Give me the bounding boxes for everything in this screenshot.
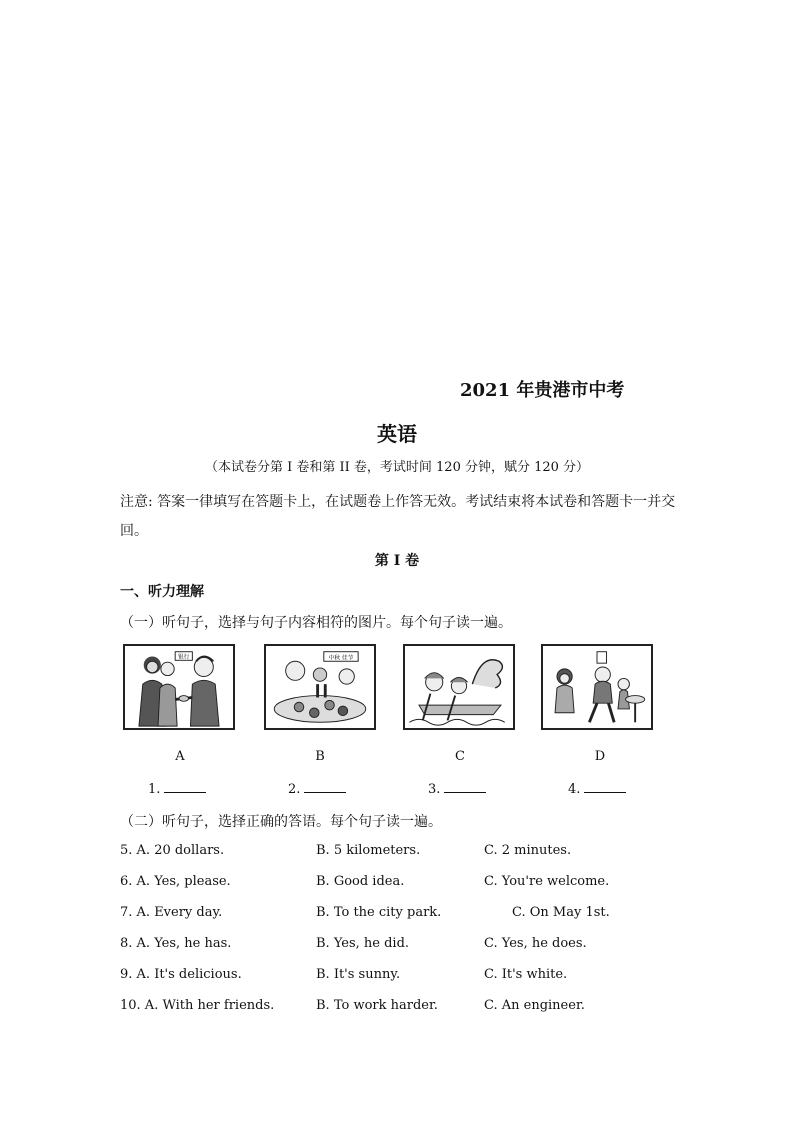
listening-part1-instruction: （一）听句子，选择与句子内容相符的图片。每个句子读一遍。 (120, 615, 512, 631)
question-5-option-a: 5. A. 20 dollars. (120, 843, 225, 858)
question-10-option-a: 10. A. With her friends. (120, 998, 275, 1013)
handshake-illustration (125, 646, 233, 728)
exam-info: （本试卷分第 I 卷和第 II 卷，考试时间 120 分钟，赋分 120 分） (204, 460, 590, 475)
question-7-option-b: B. To the city park. (316, 905, 442, 920)
picture-label-d: D (594, 749, 606, 764)
exam-title: 2021 年贵港市中考 (460, 380, 625, 401)
picture-a (123, 644, 235, 730)
question-10-option-b: B. To work harder. (316, 998, 438, 1013)
question-9-option-a: 9. A. It's delicious. (120, 967, 242, 982)
blank-line (584, 780, 626, 793)
bank-sign-text: 银行 (178, 654, 190, 661)
question-8-option-a: 8. A. Yes, he has. (120, 936, 232, 951)
blank-line (444, 780, 486, 793)
exam-notice: 注意: 答案一律填写在答题卡上，在试题卷上作答无效。考试结束将本试卷和答题卡一并交回。 (120, 494, 676, 539)
answer-blank-4[interactable] (568, 780, 626, 797)
picture-c (403, 644, 515, 730)
listening-part2-instruction: （二）听句子，选择正确的答语。每个句子读一遍。 (120, 814, 442, 830)
question-9-option-c: C. It's white. (484, 967, 568, 982)
blank-number: 4. (568, 782, 581, 797)
question-8-option-c: C. Yes, he does. (484, 936, 587, 951)
question-7-option-c: C. On May 1st. (512, 905, 610, 920)
answer-blank-2[interactable] (288, 780, 346, 797)
question-10-option-c: C. An engineer. (484, 998, 585, 1013)
question-5-option-b: B. 5 kilometers. (316, 843, 421, 858)
blank-number: 2. (288, 782, 301, 797)
subject-title: 英语 (377, 422, 417, 446)
question-6-option-c: C. You're welcome. (484, 874, 610, 889)
blank-line (304, 780, 346, 793)
family-dinner-illustration (266, 646, 374, 728)
question-6-option-a: 6. A. Yes, please. (120, 874, 231, 889)
question-5-option-c: C. 2 minutes. (484, 843, 572, 858)
family-room-illustration (543, 646, 651, 728)
dragon-boat-illustration (405, 646, 513, 728)
picture-b (264, 644, 376, 730)
blank-line (164, 780, 206, 793)
question-7-option-a: 7. A. Every day. (120, 905, 223, 920)
part-title: 第 I 卷 (374, 553, 420, 569)
section-title: 一、听力理解 (120, 584, 204, 600)
blank-number: 3. (428, 782, 441, 797)
blank-number: 1. (148, 782, 161, 797)
picture-label-a: A (175, 749, 185, 764)
picture-d (541, 644, 653, 730)
picture-label-c: C (455, 749, 465, 764)
answer-blank-1[interactable] (148, 780, 206, 797)
picture-label-b: B (315, 749, 325, 764)
question-9-option-b: B. It's sunny. (316, 967, 401, 982)
question-8-option-b: B. Yes, he did. (316, 936, 410, 951)
question-6-option-b: B. Good idea. (316, 874, 405, 889)
festival-sign-text: 中秋 佳节 (328, 655, 354, 662)
answer-blank-3[interactable] (428, 780, 486, 797)
